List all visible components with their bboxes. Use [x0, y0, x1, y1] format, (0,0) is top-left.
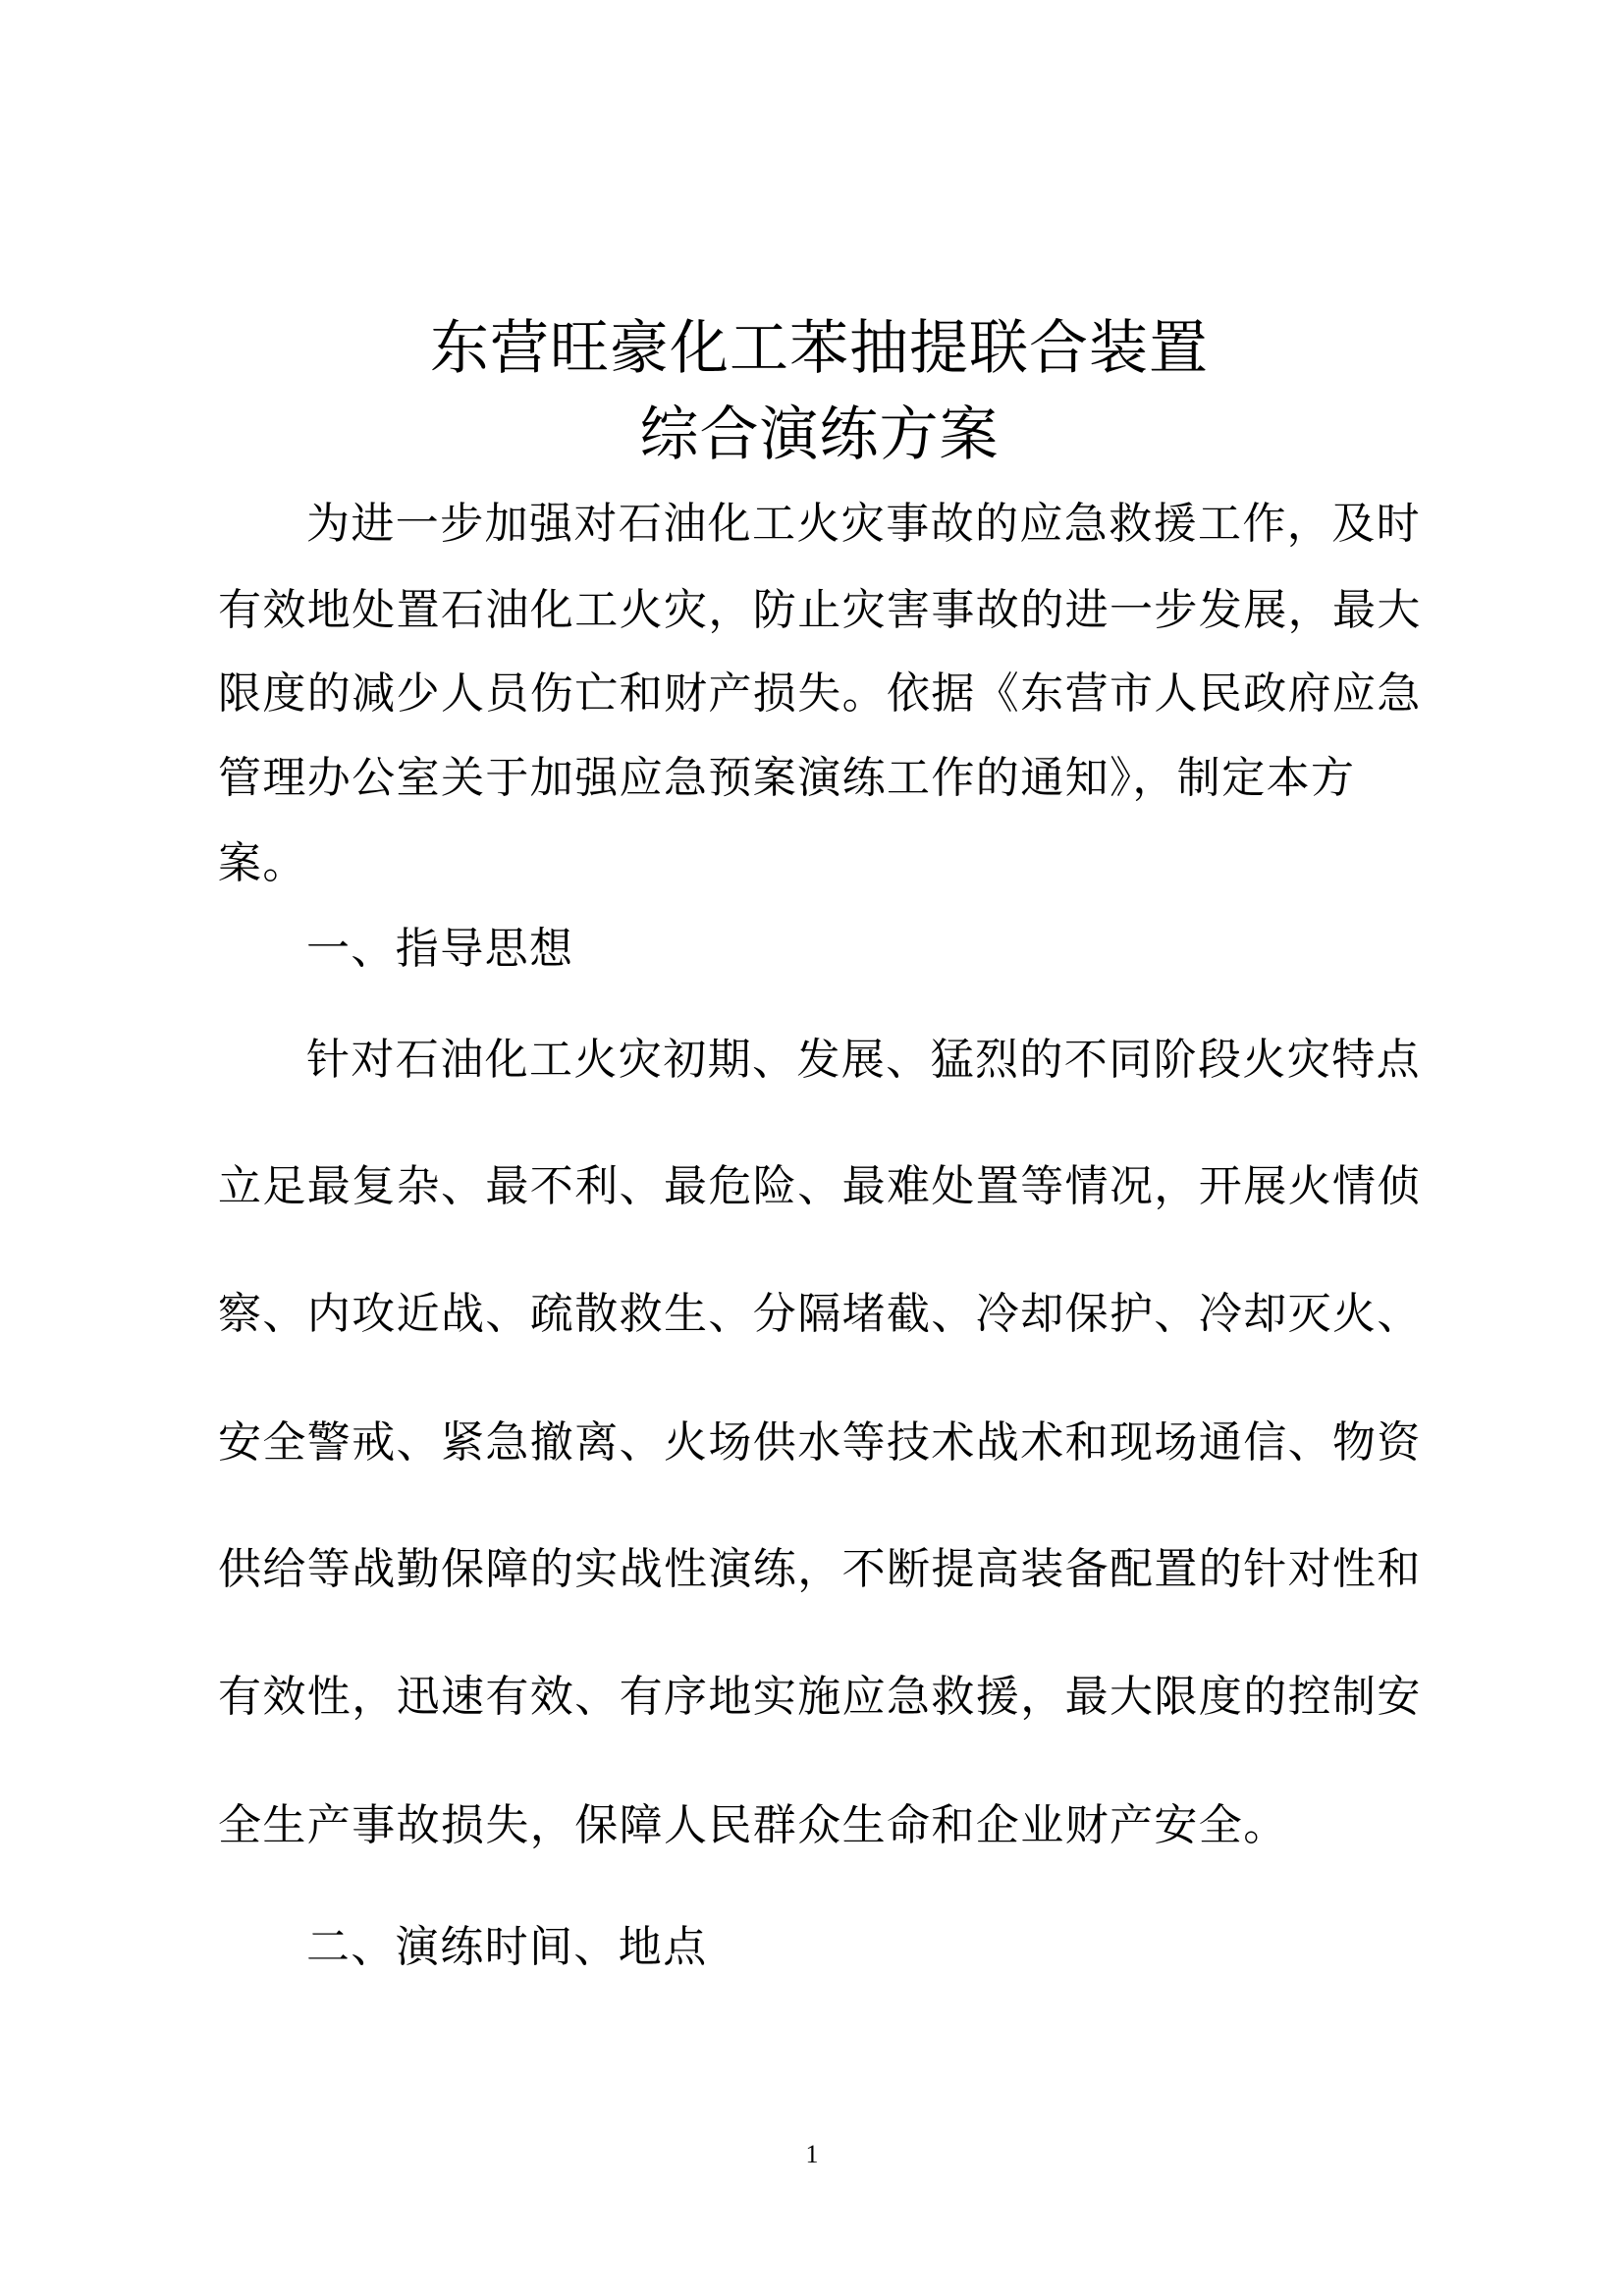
- paragraph-line: 管理办公室关于加强应急预案演练工作的通知》，制定本方: [218, 753, 1356, 803]
- paragraph-line: 案。: [218, 838, 307, 888]
- paragraph-line: 为进一步加强对石油化工火灾事故的应急救援工作，及时: [306, 499, 1421, 549]
- paragraph-line: 安全警戒、紧急撤离、火场供水等技术战术和现场通信、物资: [218, 1417, 1422, 1468]
- paragraph-line: 限度的减少人员伤亡和财产损失。依据《东营市人民政府应急: [218, 668, 1422, 719]
- paragraph-line: 有效地处置石油化工火灾，防止灾害事故的进一步发展，最大: [218, 585, 1422, 635]
- document-title-line-1: 东营旺豪化工苯抽提联合装置: [430, 314, 1209, 383]
- paragraph-line: 针对石油化工火灾初期、发展、猛烈的不同阶段火灾特点: [306, 1035, 1421, 1085]
- document-title-line-2: 综合演练方案: [639, 400, 1000, 469]
- section-heading-time-location: 二、演练时间、地点: [306, 1922, 708, 1972]
- paragraph-line: 有效性，迅速有效、有序地实施应急救援，最大限度的控制安: [218, 1672, 1422, 1722]
- paragraph-line: 供给等战勤保障的实战性演练，不断提高装备配置的针对性和: [218, 1544, 1422, 1594]
- paragraph-line: 察、内攻近战、疏散救生、分隔堵截、冷却保护、冷却灭火、: [218, 1289, 1422, 1339]
- page-number: 1: [805, 2140, 819, 2168]
- paragraph-line: 全生产事故损失，保障人民群众生命和企业财产安全。: [218, 1800, 1288, 1850]
- section-heading-guiding-thought: 一、指导思想: [306, 924, 574, 974]
- paragraph-line: 立足最复杂、最不利、最危险、最难处置等情况，开展火情侦: [218, 1161, 1422, 1211]
